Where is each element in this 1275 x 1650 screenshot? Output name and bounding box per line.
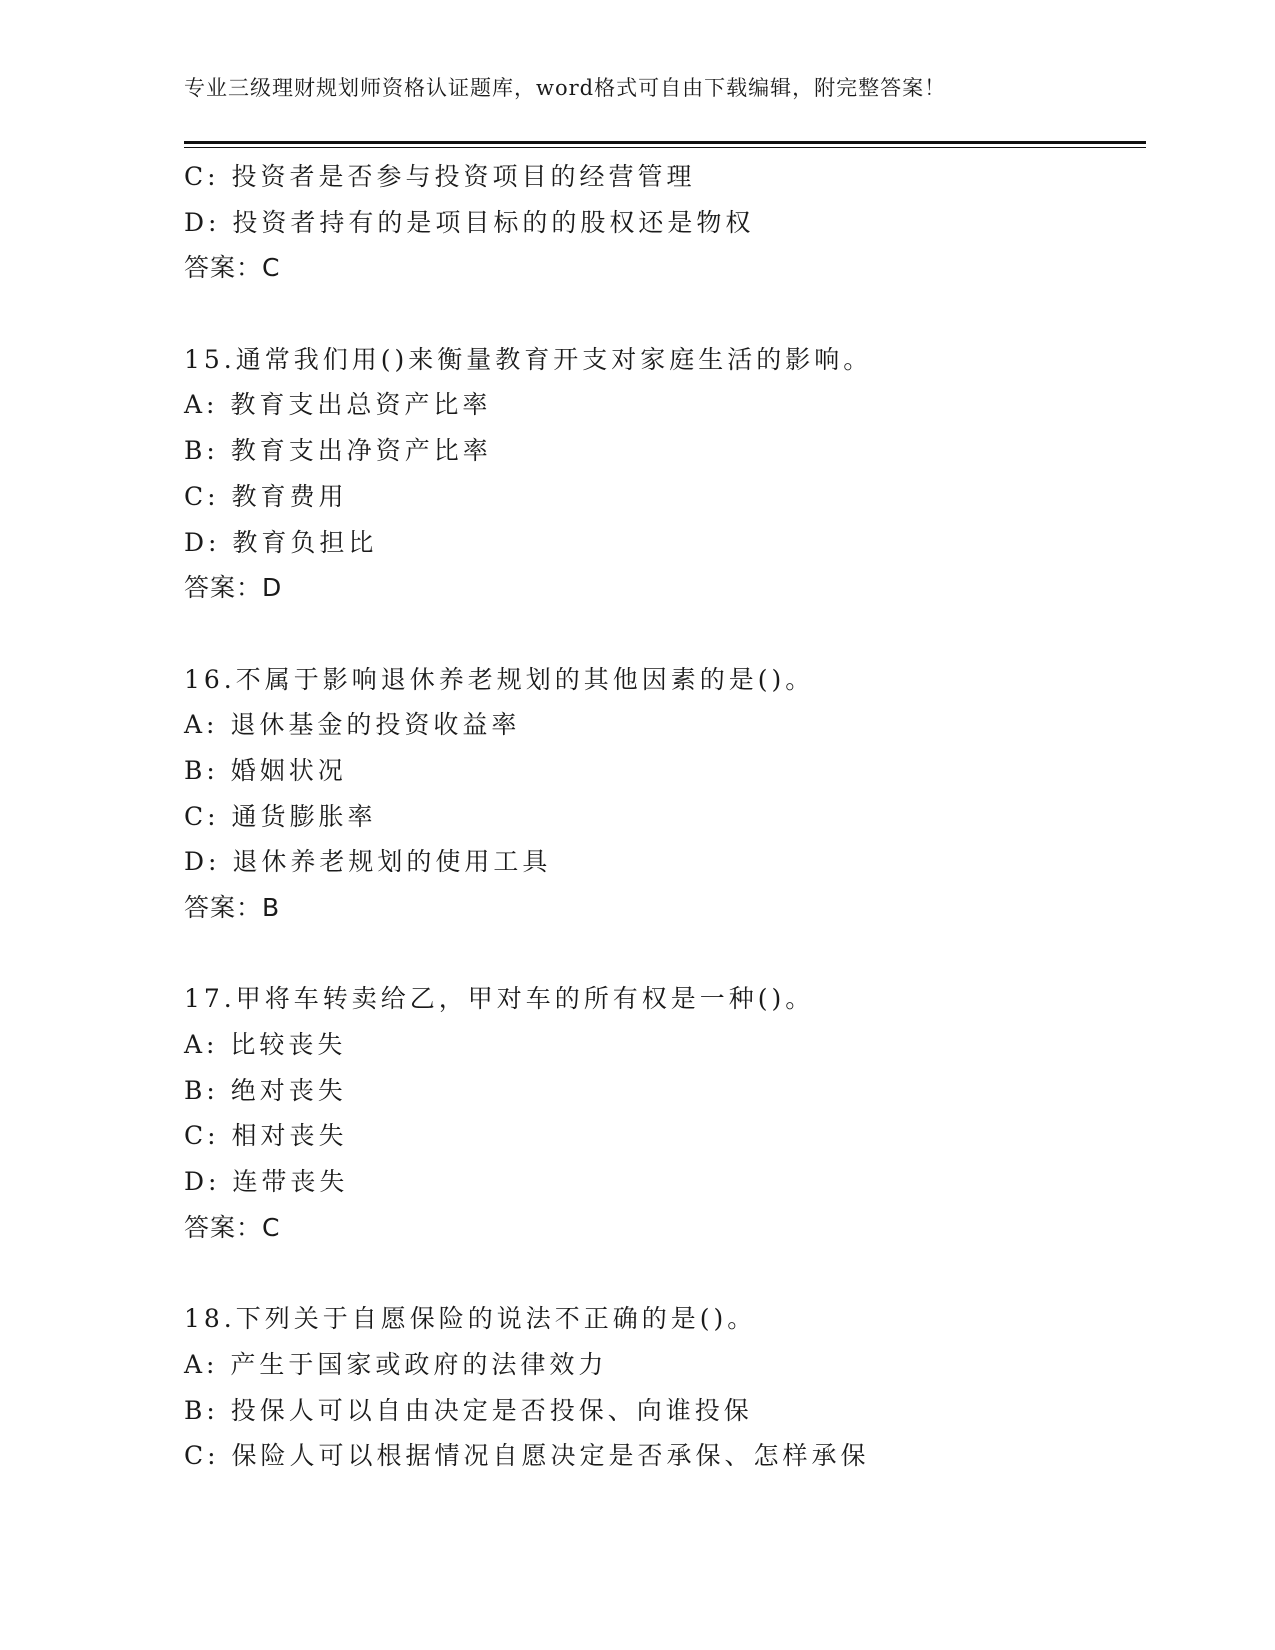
document-header: 专业三级理财规划师资格认证题库，word格式可自由下载编辑，附完整答案！ [184,76,947,100]
question-15 [184,337,1144,611]
question-16 [184,657,1144,931]
header-rule-thick [184,141,1146,144]
question-stem: 17.甲将车转卖给乙，甲对车的所有权是一种()。 [184,984,815,1014]
question-stem: 18.下列关于自愿保险的说法不正确的是()。 [184,1304,757,1334]
option-a: A: 退休基金的投资收益率 [184,710,521,740]
option-d: D: 连带丧失 [184,1167,349,1197]
question-18 [184,1296,1144,1479]
option-c: C: 相对丧失 [184,1121,348,1151]
spacer [184,1251,1144,1297]
spacer [184,611,1144,657]
question-stem: 16.不属于影响退休养老规划的其他因素的是()。 [184,664,815,694]
option-a: A: 教育支出总资产比率 [184,390,492,420]
header-rule-thin [184,147,1146,148]
question-stem: 15.通常我们用()来衡量教育开支对家庭生活的影响。 [184,344,873,374]
option-c: C: 教育费用 [184,481,348,511]
option-c: C: 投资者是否参与投资项目的经营管理 [184,162,696,191]
option-c: C: 保险人可以根据情况自愿决定是否承保、怎样承保 [184,1441,870,1471]
answer-line: 答案：C [184,1212,281,1242]
previous-question-tail [184,154,1144,291]
question-content [184,154,1144,1479]
option-b: B: 投保人可以自由决定是否投保、向谁投保 [184,1395,753,1425]
option-d: D: 投资者持有的是项目标的的股权还是物权 [184,207,755,237]
option-a: A: 比较丧失 [184,1030,347,1060]
option-b: B: 绝对丧失 [184,1075,347,1105]
option-b: B: 婚姻状况 [184,755,347,785]
spacer [184,291,1144,337]
option-b: B: 教育支出净资产比率 [184,436,492,466]
option-c: C: 通货膨胀率 [184,801,377,831]
spacer [184,931,1144,977]
answer-line: 答案：C [184,253,281,283]
option-d: D: 退休养老规划的使用工具 [184,847,552,877]
option-d: D: 教育负担比 [184,527,378,557]
question-17 [184,976,1144,1250]
answer-line: 答案：D [184,573,283,603]
option-a: A: 产生于国家或政府的法律效力 [184,1349,608,1379]
answer-line: 答案：B [184,893,281,922]
